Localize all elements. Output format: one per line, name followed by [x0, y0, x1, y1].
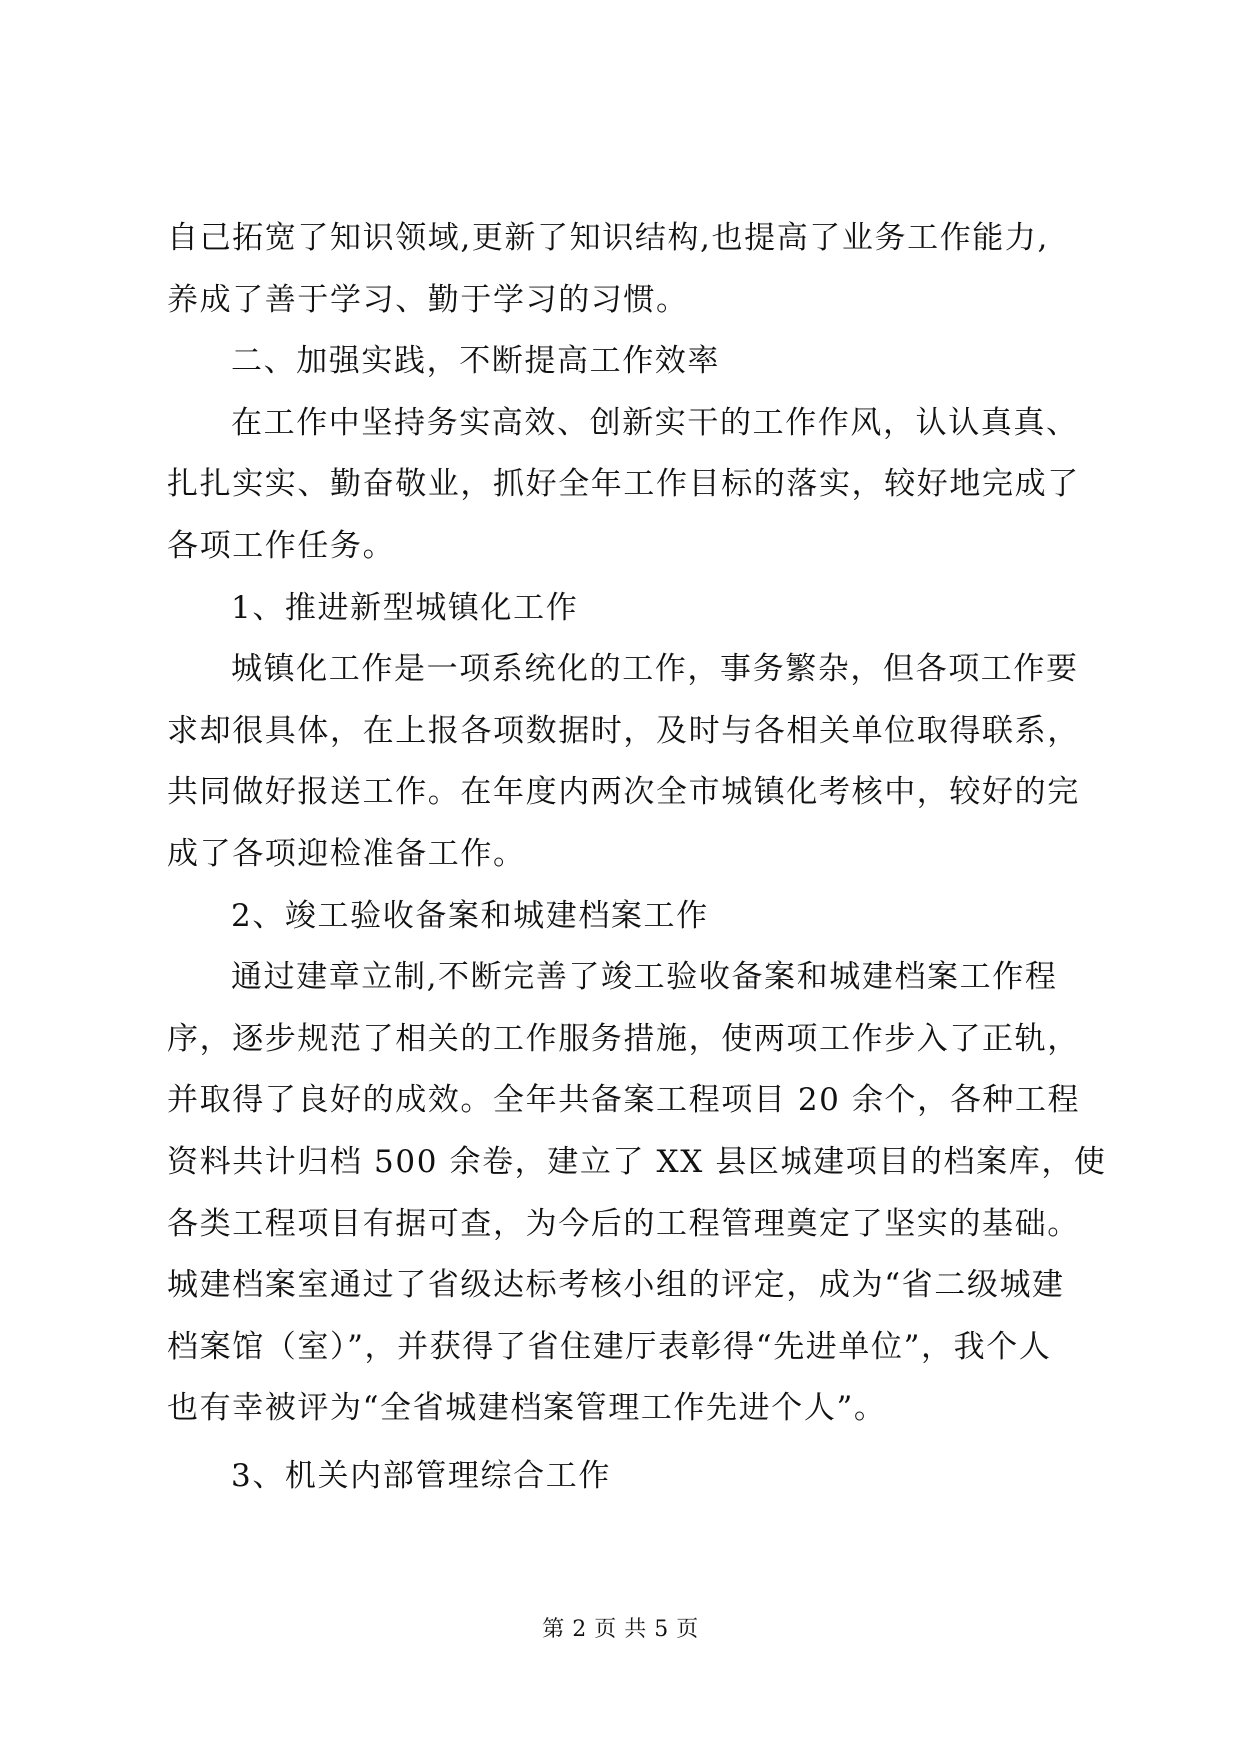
text-line: 通过建章立制,不断完善了竣工验收备案和城建档案工作程 [231, 959, 1058, 996]
subheading-archives [167, 886, 1087, 948]
heading-line: 2、竣工验收备案和城建档案工作 [231, 897, 709, 934]
section-heading-practice [167, 331, 1087, 393]
subheading-urbanization [167, 578, 1087, 640]
text-line: 城建档案室通过了省级达标考核小组的评定，成为“省二级城建 [167, 1267, 1065, 1304]
text-line: 并取得了良好的成效。全年共备案工程项目 20 余个，各种工程 [167, 1082, 1081, 1119]
paragraph-work-style [167, 393, 1087, 578]
text-line: 在工作中坚持务实高效、创新实干的工作作风，认认真真、 [231, 404, 1079, 441]
text-line: 求却很具体，在上报各项数据时，及时与各相关单位取得联系， [167, 712, 1080, 749]
heading-line: 二、加强实践，不断提高工作效率 [231, 343, 720, 380]
heading-line: 3、机关内部管理综合工作 [231, 1457, 611, 1494]
paragraph-learning-summary [167, 208, 1087, 331]
subheading-internal-management [167, 1446, 1087, 1508]
text-line: 城镇化工作是一项系统化的工作，事务繁杂，但各项工作要 [231, 651, 1079, 688]
document-body [167, 208, 1107, 1507]
text-line: 成了各项迎检准备工作。 [167, 835, 526, 872]
text-line: 共同做好报送工作。在年度内两次全市城镇化考核中，较好的完 [167, 774, 1080, 811]
paragraph-urbanization [167, 639, 1087, 885]
page-number-footer: 第 2 页 共 5 页 [542, 1617, 699, 1642]
text-line: 自己拓宽了知识领域,更新了知识结构,也提高了业务工作能力, [167, 220, 1049, 256]
text-line: 各类工程项目有据可查，为今后的工程管理奠定了坚实的基础。 [167, 1205, 1080, 1242]
text-line: 档案馆（室）”，并获得了省住建厅表彰得“先进单位”，我个人 [167, 1328, 1052, 1365]
text-line: 序，逐步规范了相关的工作服务措施，使两项工作步入了正轨， [167, 1020, 1080, 1057]
heading-line: 1、推进新型城镇化工作 [231, 589, 579, 626]
text-line: 养成了善于学习、勤于学习的习惯。 [167, 281, 689, 318]
paragraph-archives [167, 947, 1107, 1440]
text-line: 各项工作任务。 [167, 527, 396, 564]
text-line: 扎扎实实、勤奋敬业，抓好全年工作目标的落实，较好地完成了 [167, 466, 1080, 503]
text-line: 资料共计归档 500 余卷，建立了 XX 县区城建项目的档案库，使 [167, 1143, 1107, 1180]
text-line: 也有幸被评为“全省城建档案管理工作先进个人”。 [167, 1390, 887, 1427]
